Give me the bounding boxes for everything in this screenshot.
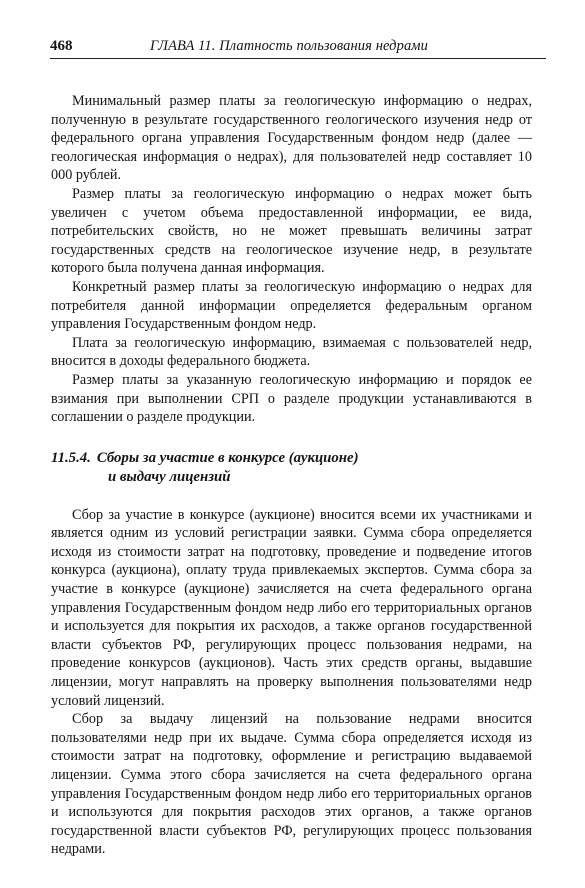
- paragraph-psa-fee: Размер платы за указанную геологическую информацию и порядок ее взимания при выполнении СРП о разделе продукции устанавливаются в соглашении о разделе продукции.: [51, 371, 532, 426]
- running-head: ГЛАВА 11. Платность пользования недрами: [150, 38, 428, 54]
- section-title-line2: и выдачу лицензий: [108, 468, 231, 485]
- page-number: 468: [50, 38, 73, 54]
- page-header: [50, 36, 546, 59]
- section-title-line1: Сборы за участие в конкурсе (аукционе): [96, 449, 359, 466]
- paragraph-license-fee: Сбор за выдачу лицензий на пользование недрами вносится пользователями недр при их выдаче. Сумма сбора определяется исходя из стоимости затрат на подготовку, оформление и регистрацию выдаваемой лицензии. Сумма этого сбора зачисляется на счета федерального органа управления Государственным фондом недр либо его территориальных органов и используются для покрытия расходов этих органов, а также органов государственной власти субъектов РФ, регулирующих процесс пользования недрами.: [51, 711, 532, 858]
- paragraph-min-fee: Минимальный размер платы за геологическую информацию о недрах, полученную в результате государственного геологического изучения недр от федерального органа управления Государственным фондом недр (далее — геологическая информация о недрах), для пользователей недр составляет 10 000 рублей.: [51, 93, 532, 184]
- paragraph-specific-fee: Конкретный размер платы за геологическую информацию о недрах для потребителя данной информации определяется федеральным органом управления Государственным фондом недр.: [51, 278, 532, 333]
- page-body: [51, 92, 532, 859]
- paragraph-federal-budget: Плата за геологическую информацию, взимаемая с пользователей недр, вносится в доходы федерального бюджета.: [51, 334, 532, 370]
- paragraph-auction-fee: Сбор за участие в конкурсе (аукционе) вносится всеми их участниками и является одним из условий регистрации заявки. Сумма сбора определяется исходя из стоимости затрат на подготовку, проведение и подведение итогов конкурса (аукциона), оплату труда привлекаемых экспертов. Сумма сбора за участие в конкурсе (аукционе) зачисляется на счета федерального органа управления Государственным фондом недр либо его территориальных органов и используется для покрытия их расходов, а также органов государственной власти субъектов РФ, регулирующих процесс пользования недрами, на проведение конкурсов (аукционов). Часть этих средств органы, выдавшие лицензии, могут направлять на проверку выполнения пользователями недр условий лицензий.: [51, 506, 532, 709]
- paragraph-fee-increase: Размер платы за геологическую информацию о недрах может быть увеличен с учетом объема предоставленной информации, ее вида, потребительских свойств, но не может превышать величины затрат государственных средств на геологическое изучение недр, в результате которого была получена данная информация.: [51, 185, 532, 277]
- section-number: 11.5.4.: [51, 449, 91, 466]
- section-heading: [51, 449, 532, 487]
